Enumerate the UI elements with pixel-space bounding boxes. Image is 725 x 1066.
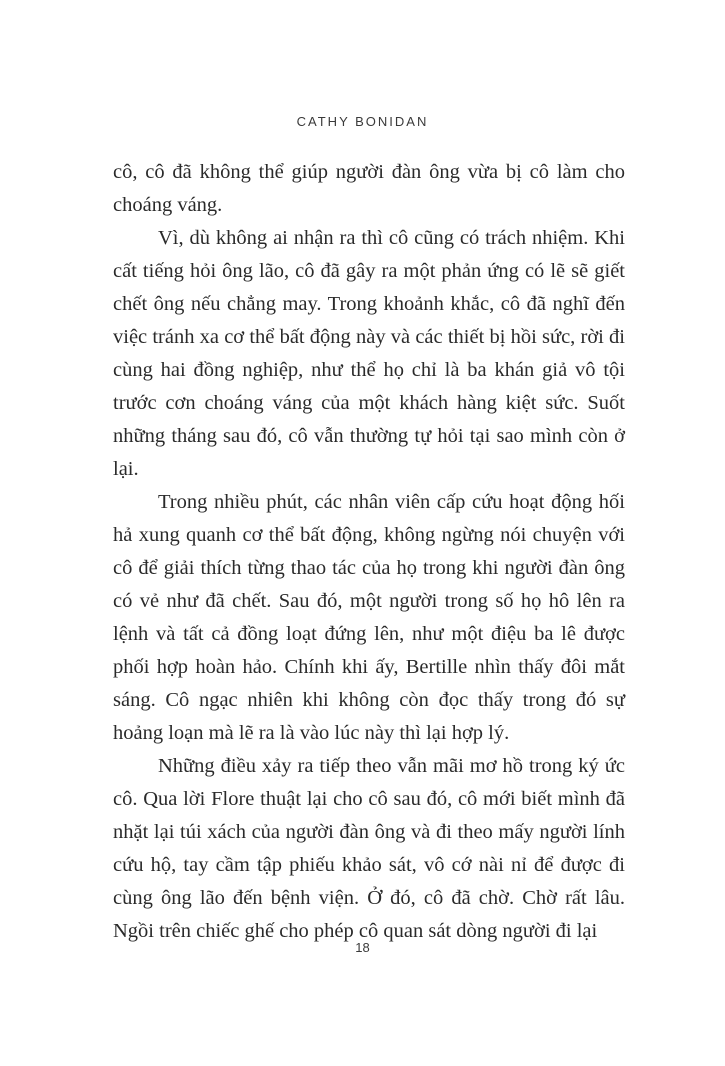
- paragraph: Những điều xảy ra tiếp theo vẫn mãi mơ hồ trong ký ức cô. Qua lời Flore thuật lại cho cô sau đó, cô mới biết mình đã nhặt lại túi xách của người đàn ông và đi theo mấy người lính cứu hộ, tay cầm tập phiếu khảo sát, vô cớ nài nỉ để được đi cùng ông lão đến bệnh viện. Ở đó, cô đã chờ. Chờ rất lâu. Ngồi trên chiếc ghế cho phép cô quan sát dòng người đi lại: [113, 755, 625, 942]
- paragraph: Vì, dù không ai nhận ra thì cô cũng có trách nhiệm. Khi cất tiếng hỏi ông lão, cô đã gây ra một phản ứng có lẽ sẽ giết chết ông nếu chẳng may. Trong khoảnh khắc, cô đã nghĩ đến việc tránh xa cơ thể bất động này và các thiết bị hồi sức, rời đi cùng hai đồng nghiệp, như thể họ chỉ là ba khán giả vô tội trước cơn choáng váng của một khách hàng kiệt sức. Suốt những tháng sau đó, cô vẫn thường tự hỏi tại sao mình còn ở lại.: [113, 227, 625, 480]
- paragraph: Trong nhiều phút, các nhân viên cấp cứu hoạt động hối hả xung quanh cơ thể bất động, không ngừng nói chuyện với cô để giải thích từng thao tác của họ trong khi người đàn ông có vẻ như đã chết. Sau đó, một người trong số họ hô lên ra lệnh và tất cả đồng loạt đứng lên, như một điệu ba lê được phối hợp hoàn hảo. Chính khi ấy, Bertille nhìn thấy đôi mắt sáng. Cô ngạc nhiên khi không còn đọc thấy trong đó sự hoảng loạn mà lẽ ra là vào lúc này thì lại hợp lý.: [113, 491, 625, 744]
- page-number: 18: [355, 940, 370, 955]
- body-text: [113, 156, 625, 948]
- paragraph-continued: cô, cô đã không thể giúp người đàn ông vừa bị cô làm cho choáng váng.: [113, 161, 625, 216]
- running-header-author: CATHY BONIDAN: [296, 114, 429, 129]
